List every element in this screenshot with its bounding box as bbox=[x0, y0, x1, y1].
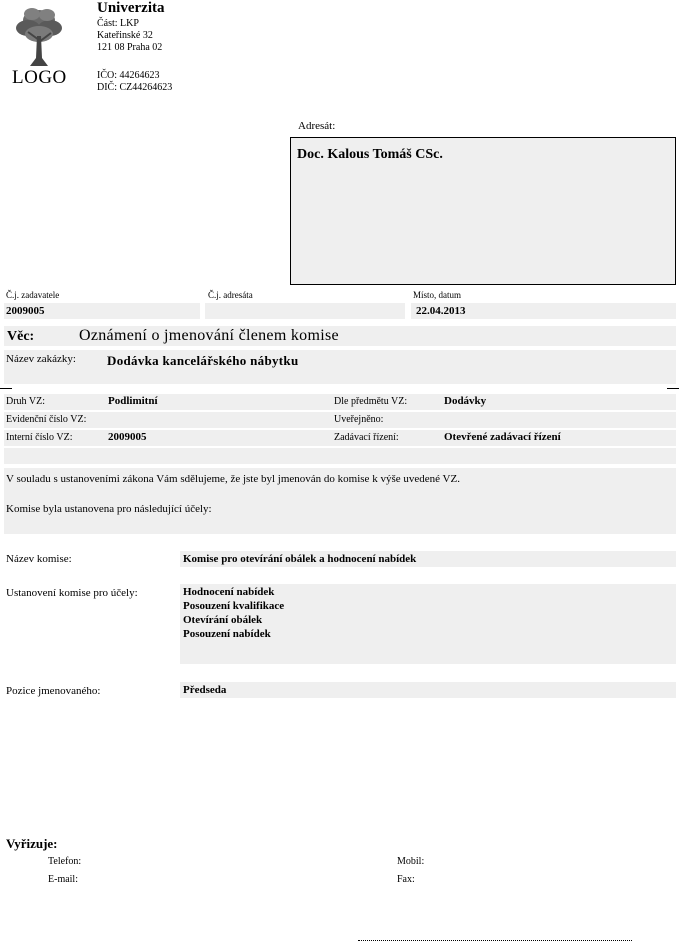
predmet-value: Dodávky bbox=[444, 395, 487, 407]
interni-label: Interní číslo VZ: bbox=[6, 432, 73, 443]
org-dic: DIČ: CZ44264623 bbox=[97, 82, 173, 93]
purpose-item: Otevírání obálek bbox=[183, 614, 263, 626]
subject-label: Věc: bbox=[7, 329, 35, 344]
position-field bbox=[180, 682, 676, 698]
cj-zadavatele-value: 2009005 bbox=[6, 305, 45, 317]
body-text-line2: Komise byla ustanovena pro následující účely: bbox=[6, 503, 212, 515]
tree-icon bbox=[14, 6, 64, 68]
position-value: Předseda bbox=[183, 684, 227, 696]
misto-datum-label: Místo, datum bbox=[413, 290, 462, 300]
commission-purposes-field bbox=[180, 584, 676, 664]
predmet-label: Dle předmětu VZ: bbox=[334, 396, 408, 407]
interni-value: 2009005 bbox=[108, 431, 147, 443]
misto-datum-field bbox=[411, 303, 676, 319]
recipient-name: Doc. Kalous Tomáš CSc. bbox=[297, 147, 443, 162]
commission-name-value: Komise pro otevírání obálek a hodnocení nabídek bbox=[183, 553, 417, 565]
rizeni-label: Zadávací řízení: bbox=[334, 432, 399, 443]
purpose-item: Posouzení kvalifikace bbox=[183, 600, 285, 612]
purpose-item: Posouzení nabídek bbox=[183, 628, 271, 640]
evidencni-label: Evidenční číslo VZ: bbox=[6, 414, 87, 425]
contract-value: Dodávka kancelářského nábytku bbox=[107, 353, 299, 368]
position-label: Pozice jmenovaného: bbox=[6, 685, 101, 697]
mobile-label: Mobil: bbox=[397, 856, 425, 867]
recipient-label: Adresát: bbox=[298, 120, 336, 132]
rizeni-value: Otevřené zadávací řízení bbox=[444, 431, 561, 443]
cj-zadavatele-field bbox=[4, 303, 200, 319]
contact-heading: Vyřizuje: bbox=[6, 836, 58, 851]
commission-name-label: Název komise: bbox=[6, 553, 72, 565]
contract-row bbox=[4, 350, 676, 384]
cj-zadavatele-label: Č.j. zadavatele bbox=[6, 290, 60, 300]
cj-adresata-field bbox=[205, 303, 405, 319]
org-street: Kateřinské 32 bbox=[97, 30, 153, 41]
details-row-4 bbox=[4, 448, 676, 464]
uverejneno-label: Uveřejněno: bbox=[334, 414, 384, 425]
misto-datum-value: 22.04.2013 bbox=[416, 305, 466, 317]
org-part: Část: LKP bbox=[97, 18, 139, 29]
email-label: E-mail: bbox=[48, 874, 78, 885]
phone-label: Telefon: bbox=[48, 856, 82, 867]
left-rule bbox=[0, 388, 12, 389]
body-text-line1: V souladu s ustanoveními zákona Vám sdělujeme, že jste byl jmenován do komise k výše uvedené VZ. bbox=[6, 473, 460, 485]
fax-label: Fax: bbox=[397, 874, 415, 885]
org-name: Univerzita bbox=[97, 0, 165, 16]
recipient-box bbox=[290, 137, 676, 285]
contract-label: Název zakázky: bbox=[6, 353, 76, 365]
signature-line bbox=[358, 940, 632, 941]
org-city: 121 08 Praha 02 bbox=[97, 42, 163, 53]
purpose-item: Hodnocení nabídek bbox=[183, 586, 275, 598]
subject-value: Oznámení o jmenování členem komise bbox=[79, 327, 339, 344]
org-ico: IČO: 44264623 bbox=[97, 70, 160, 81]
logo-text: LOGO bbox=[12, 67, 67, 88]
commission-purposes-label: Ustanovení komise pro účely: bbox=[6, 587, 138, 599]
cj-adresata-label: Č.j. adresáta bbox=[208, 290, 253, 300]
druh-value: Podlimitní bbox=[108, 395, 158, 407]
right-rule bbox=[667, 388, 679, 389]
logo bbox=[8, 6, 70, 90]
commission-name-field bbox=[180, 551, 676, 567]
druh-label: Druh VZ: bbox=[6, 396, 45, 407]
